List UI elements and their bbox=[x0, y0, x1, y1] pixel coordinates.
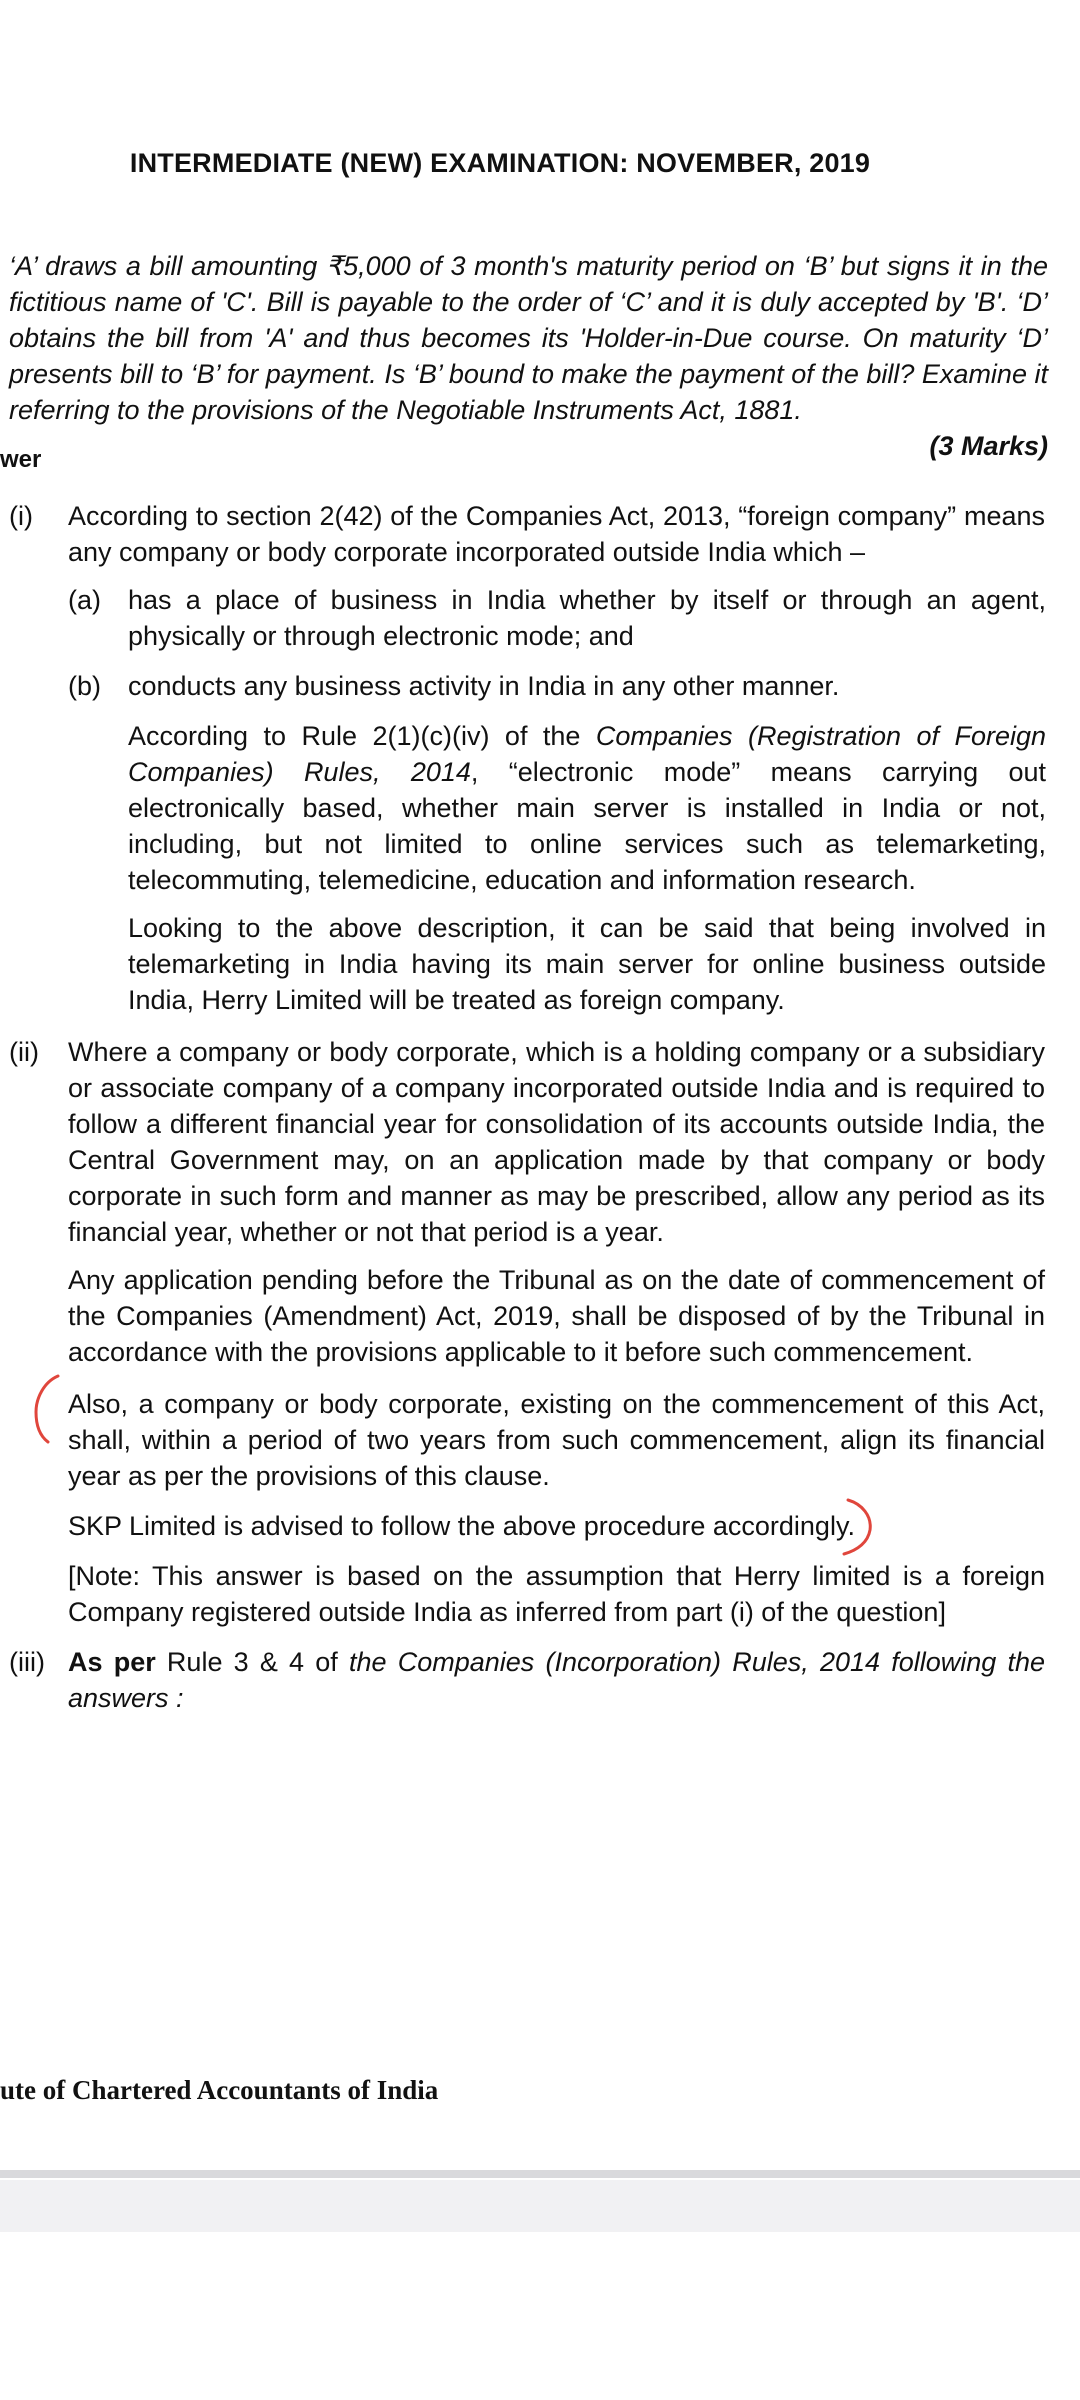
part-ii-paragraph-2: Any application pending before the Tribunal as on the date of commencement of the Companies (Amendment) Act, 2019, shall be disposed of by the Tribunal in accordance with the provisions applicable to it before such commencement. bbox=[68, 1265, 1045, 1367]
question-body: ‘A’ draws a bill amounting ₹5,000 of 3 month's maturity period on ‘B’ but signs it in the fictitious name of 'C'. Bill is payable to the order of ‘C’ and it is duly accepted by 'B'. ‘D’ obtains the bill from 'A' and thus becomes its 'Holder-in-Due course. On maturity ‘D’ presents bill to ‘B’ for payment. Is ‘B’ bound to make the payment of the bill? Examine it referring to the provisions of the Negotiable Instruments Act, 1881. bbox=[9, 251, 1048, 425]
answer-label: wer bbox=[0, 446, 42, 473]
rule-prefix: According to Rule 2(1)(c)(iv) of the bbox=[128, 721, 596, 751]
footer-institute-name: ute of Chartered Accountants of India bbox=[0, 2075, 439, 2105]
part-iii-italic: the Companies (Incorporation) Rules, 2014 following the answers : bbox=[68, 1647, 1045, 1713]
part-i-rule-paragraph bbox=[128, 718, 1046, 898]
part-ii-paragraph-4: SKP Limited is advised to follow the above procedure accordingly. bbox=[68, 1511, 855, 1541]
part-iii-plain: Rule 3 & 4 of bbox=[155, 1647, 349, 1677]
part-i-b-number: (b) bbox=[68, 671, 101, 701]
part-i-number: (i) bbox=[9, 501, 33, 531]
viewer-background-strip bbox=[0, 2180, 1080, 2232]
rule-title: Companies (Registration of Foreign Companies) Rules, 2014 bbox=[128, 721, 1047, 787]
page-bottom-edge bbox=[0, 2170, 1080, 2178]
question-marks: (3 Marks) bbox=[929, 431, 1048, 461]
part-iii-bold: As per bbox=[68, 1647, 156, 1677]
rule-suffix: , “electronic mode” means carrying out electronically based, whether main server is installed in India or not, including, but not limited to online services such as telemarketing, telecommuting, telemedicine, education and information research. bbox=[128, 757, 1046, 895]
part-i-conclusion: Looking to the above description, it can be said that being involved in telemarketing in India having its main server for online business outside India, Herry Limited will be treated as foreign company. bbox=[128, 913, 1046, 1015]
part-i-text: According to section 2(42) of the Companies Act, 2013, “foreign company” means any company or body corporate incorporated outside India which – bbox=[68, 501, 1045, 567]
part-i-a-number: (a) bbox=[68, 585, 101, 615]
part-i-a-text: has a place of business in India whether by itself or through an agent, physically or through electronic mode; and bbox=[128, 585, 1046, 651]
part-ii-paragraph-1: Where a company or body corporate, which is a holding company or a subsidiary or associate company of a company incorporated outside India and is required to follow a different financial year for consolidation of its accounts outside India, the Central Government may, on an application made by that company or body corporate in such form and manner as may be prescribed, allow any period as its financial year, whether or not that period is a year. bbox=[68, 1037, 1045, 1247]
red-open-bracket-mark bbox=[28, 1372, 68, 1448]
part-ii-paragraph-3: Also, a company or body corporate, existing on the commencement of this Act, shall, within a period of two years from such commencement, align its financial year as per the provisions of this clause. bbox=[68, 1389, 1045, 1491]
part-iii-number: (iii) bbox=[9, 1647, 45, 1677]
part-ii-number: (ii) bbox=[9, 1037, 39, 1067]
red-close-bracket-mark bbox=[836, 1494, 886, 1560]
part-i-b-text: conducts any business activity in India in any other manner. bbox=[128, 671, 840, 701]
part-iii-text bbox=[68, 1644, 1045, 1716]
page-title: INTERMEDIATE (NEW) EXAMINATION: NOVEMBER, 2019 bbox=[129, 148, 871, 178]
part-ii-note: [Note: This answer is based on the assumption that Herry limited is a foreign Company registered outside India as inferred from part (i) of the question] bbox=[68, 1561, 1045, 1627]
question-text bbox=[9, 248, 1048, 464]
